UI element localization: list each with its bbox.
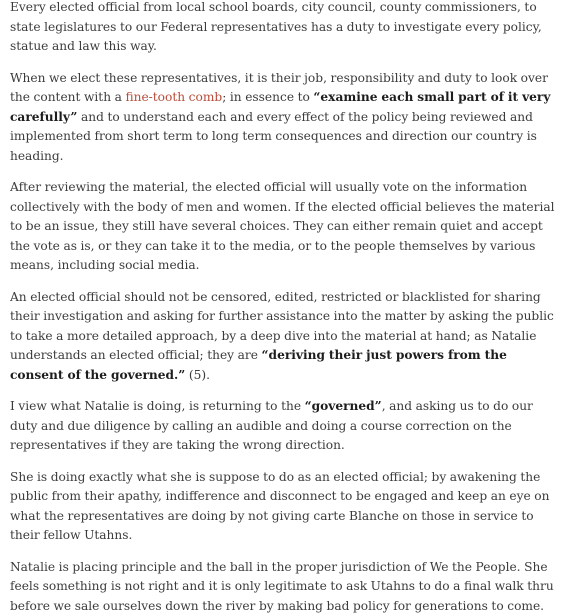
- paragraph-4-text-a: An elected official should not be censored, edited, restricted or blacklisted for sharing their investigation and asking for further assistance into the matter by asking the public to take a more detailed approach, by a deep dive into the material at hand; as Natalie understands an elected official; they are: [10, 290, 554, 363]
- paragraph-2-text-c: and to understand each and every effect of the policy being reviewed and implemented from short term to long term consequences and direction our country is heading.: [10, 110, 537, 163]
- paragraph-5-text-a: I view what Natalie is doing, is returning to the: [10, 399, 305, 413]
- paragraph-2-quote: “examine each small part of it very carefully”: [10, 90, 550, 124]
- paragraph-6-text: She is doing exactly what she is suppose to do as an elected official; by awakening the public from their apathy, indifference and disconnect to be engaged and keep an eye on what the representatives are doing by not giving carte Blanche on those in service to their fellow Utahns.: [10, 470, 550, 543]
- fine-tooth-comb-link[interactable]: fine-tooth comb: [125, 90, 222, 104]
- paragraph-4-text-b: .: [206, 368, 210, 382]
- paragraph-2-text-a: When we elect these representatives, it is their job, responsibility and duty to look over the content with a: [10, 71, 548, 105]
- paragraph-4-quote: “deriving their just powers from the consent of the governed.”: [10, 348, 507, 382]
- paragraph-3: [10, 178, 560, 276]
- paragraph-5: [10, 397, 560, 456]
- paragraph-5-quote: “governed”: [305, 399, 382, 413]
- paragraph-2-text-b: ; in essence to: [222, 90, 313, 104]
- paragraph-2: [10, 69, 560, 167]
- paragraph-7-text: Natalie is placing principle and the ball in the proper jurisdiction of We the People. She feels something is not right and it is only legitimate to ask Utahns to do a final walk thru before we sale ourselves down the river by making bad policy for generations to come.: [10, 560, 554, 613]
- paragraph-1-text: Every elected official from local school boards, city council, county commissioners, to state legislatures to our Federal representatives has a duty to investigate every policy, statue and law this way.: [10, 0, 542, 53]
- paragraph-6: [10, 468, 560, 546]
- paragraph-5-text-b: , and asking us to do our duty and due diligence by calling an audible and doing a course correction on the representatives if they are taking the wrong direction.: [10, 399, 533, 452]
- paragraph-4: [10, 288, 560, 386]
- paragraph-7: [10, 558, 560, 616]
- paragraph-1: [10, 0, 560, 57]
- citation-reference: (5): [185, 368, 206, 382]
- paragraph-3-text: After reviewing the material, the elected official will usually vote on the information collectively with the body of men and women. If the elected official believes the material to be an issue, they still have several choices. They can either remain quiet and accept the vote as is, or they can take it to the media, or to the people themselves by various means, including social media.: [10, 180, 555, 272]
